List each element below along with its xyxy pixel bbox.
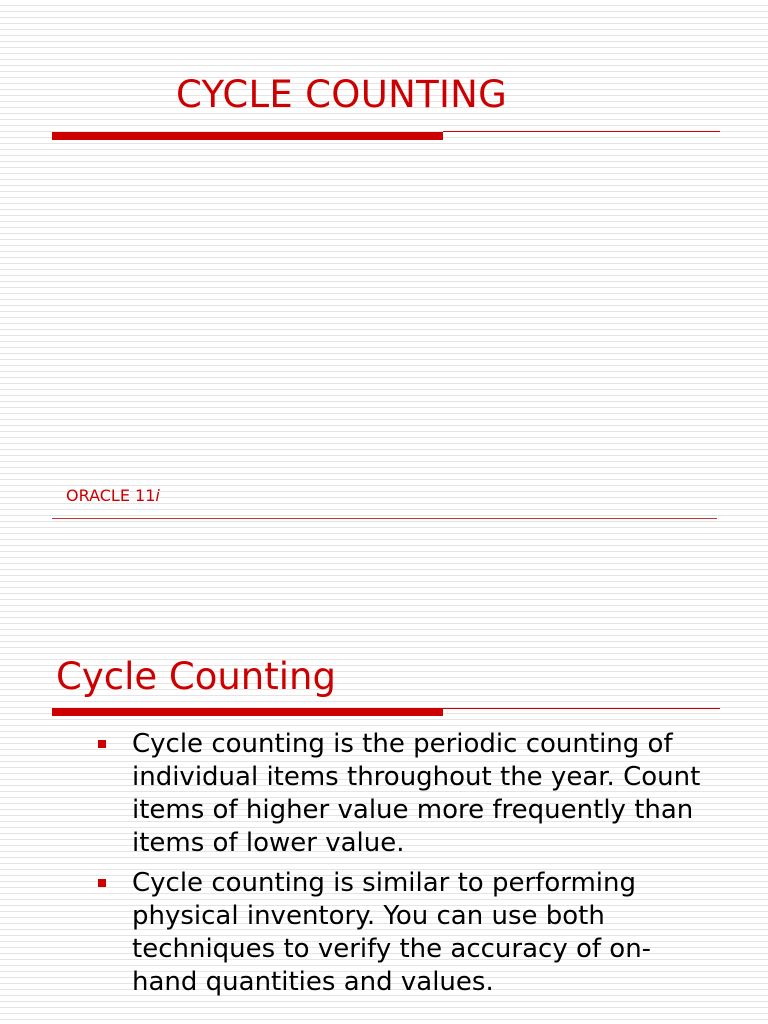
title-accent-bar — [52, 708, 443, 716]
square-bullet-icon — [98, 740, 106, 748]
list-item — [98, 867, 728, 999]
subtitle-prefix: ORACLE 11 — [66, 486, 156, 505]
list-item — [98, 728, 728, 860]
slide-title: Cycle Counting — [56, 655, 336, 698]
title-accent-bar — [52, 132, 443, 140]
subtitle-rule — [52, 518, 717, 519]
title-rule — [443, 708, 720, 709]
bullet-list — [98, 728, 728, 1006]
bullet-text: Cycle counting is the periodic counting of individual items throughout the year. Count items of higher value more frequently than items of lower value. — [132, 729, 701, 858]
slide-subtitle — [66, 484, 160, 508]
bullet-text: Cycle counting is similar to performing physical inventory. You can use both techniques to verify the accuracy of on-hand quantities and values. — [132, 868, 652, 997]
slide-title: CYCLE COUNTING — [176, 73, 508, 116]
square-bullet-icon — [98, 879, 106, 887]
title-rule — [443, 131, 720, 132]
content-slide — [0, 600, 768, 1024]
subtitle-suffix: i — [155, 486, 160, 505]
